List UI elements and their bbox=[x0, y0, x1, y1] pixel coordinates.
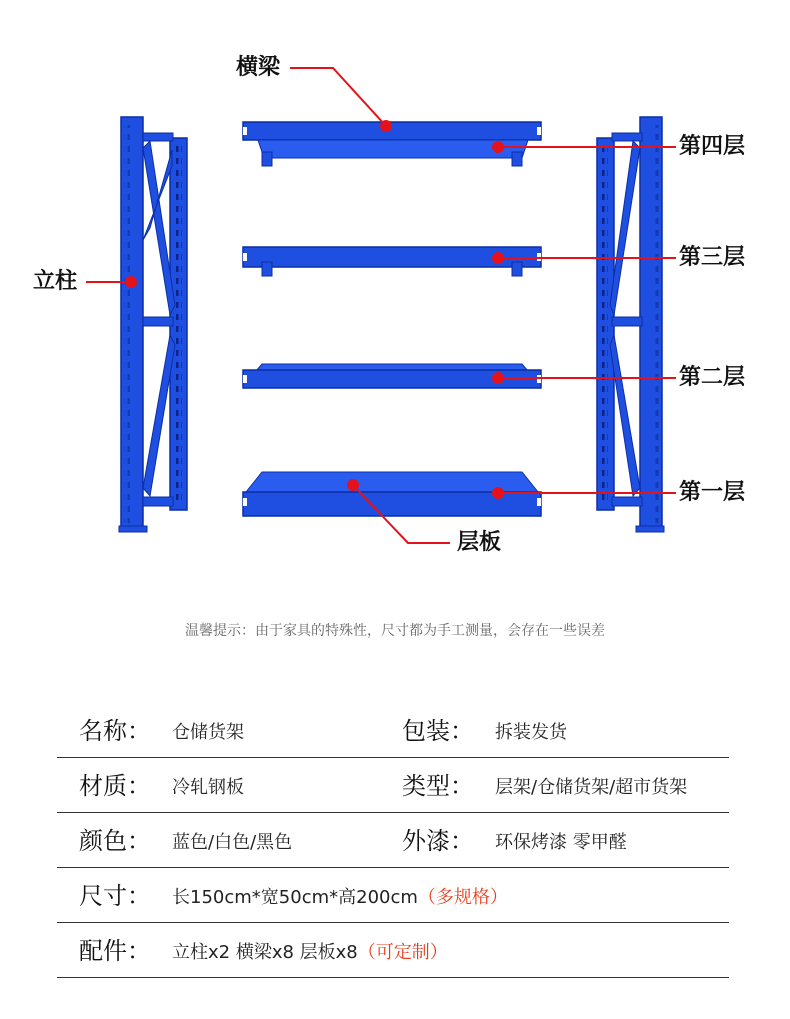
label-post: 立柱 bbox=[33, 269, 78, 294]
label-layer-4: 第四层 bbox=[679, 134, 746, 159]
spec-parts-value-wrap bbox=[172, 944, 448, 962]
left-post bbox=[119, 117, 187, 532]
spec-material-label: 材质： bbox=[79, 772, 151, 800]
spec-type-label: 类型： bbox=[402, 772, 474, 800]
spec-parts-label: 配件： bbox=[79, 937, 151, 965]
spec-row-parts bbox=[57, 923, 729, 978]
measurement-note: 温馨提示：由于家具的特殊性，尺寸都为手工测量，会存在一些误差 bbox=[185, 623, 605, 639]
spec-size-value: 长150cm*宽50cm*高200cm bbox=[172, 887, 418, 908]
label-layer-3: 第三层 bbox=[679, 245, 746, 270]
label-beam: 横梁 bbox=[236, 55, 281, 80]
spec-material-value: 冷轧钢板 bbox=[172, 777, 244, 798]
spec-color-value: 蓝色/白色/黑色 bbox=[172, 832, 293, 853]
label-layer-2: 第二层 bbox=[679, 365, 746, 390]
spec-row-name bbox=[57, 703, 729, 758]
label-shelf: 层板 bbox=[457, 530, 502, 555]
spec-paint-value: 环保烤漆 零甲醛 bbox=[495, 832, 627, 853]
spec-row-size bbox=[57, 868, 729, 923]
spec-table bbox=[57, 703, 729, 978]
spec-row-material bbox=[57, 758, 729, 813]
spec-parts-extra: （可定制） bbox=[357, 942, 448, 963]
spec-size-label: 尺寸： bbox=[79, 882, 151, 910]
label-layer-1: 第一层 bbox=[679, 480, 746, 505]
spec-type-value: 层架/仓储货架/超市货架 bbox=[495, 777, 688, 798]
spec-color-label: 颜色： bbox=[79, 827, 151, 855]
right-post bbox=[597, 117, 664, 532]
spec-paint-label: 外漆： bbox=[402, 827, 474, 855]
spec-package-value: 拆装发货 bbox=[495, 722, 567, 743]
spec-size-value-wrap bbox=[172, 889, 508, 907]
spec-name-value: 仓储货架 bbox=[172, 722, 244, 743]
spec-row-color bbox=[57, 813, 729, 868]
spec-parts-value: 立柱x2 横梁x8 层板x8 bbox=[172, 942, 358, 963]
spec-package-label: 包装： bbox=[402, 717, 474, 745]
spec-name-label: 名称： bbox=[79, 717, 151, 745]
spec-size-extra: （多规格） bbox=[417, 887, 508, 908]
